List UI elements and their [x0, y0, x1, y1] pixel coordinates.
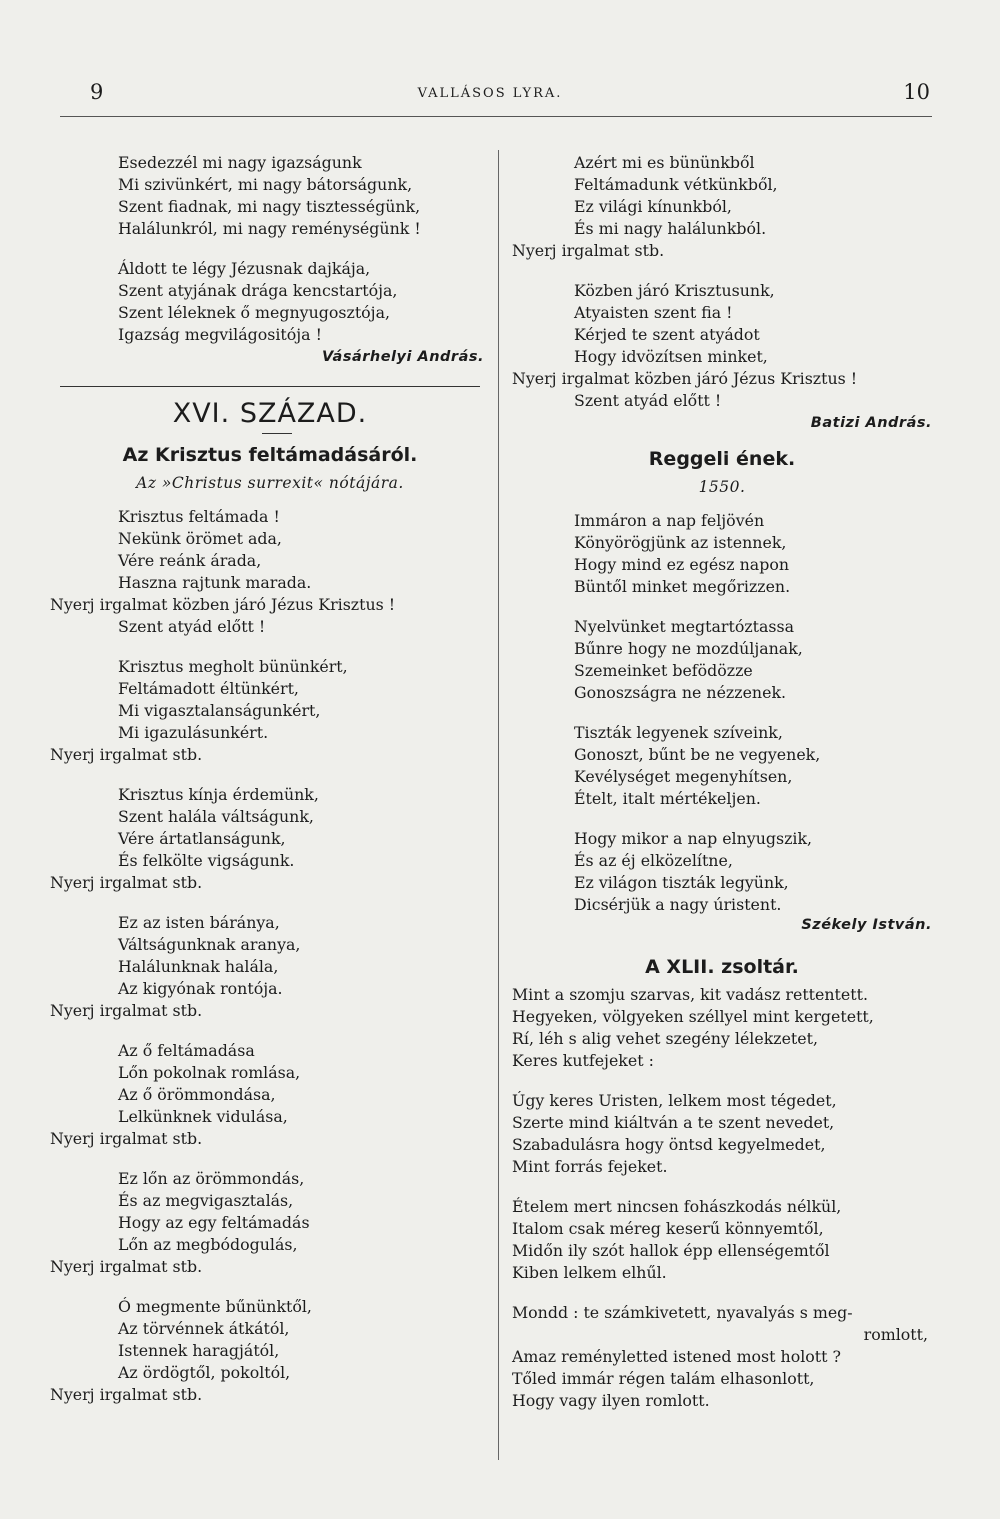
verse-line: Mint a szomju szarvas, kit vadász rettentett.	[512, 985, 868, 1004]
verse-line: Nekünk örömet ada,	[118, 529, 282, 548]
refrain-line: Nyerj irgalmat stb.	[512, 241, 665, 260]
verse-line: Az ő örömmondása,	[118, 1085, 276, 1104]
verse-line: Szent léleknek ő megnyugosztója,	[118, 303, 391, 322]
page-number-left: 9	[90, 80, 104, 104]
verse-line: Istennek haragjától,	[118, 1341, 280, 1360]
page-header	[50, 80, 930, 116]
verse-line: Gonoszságra ne nézzenek.	[574, 683, 787, 702]
author-signature: Batizi András.	[810, 415, 932, 431]
verse-line: Szent halála váltságunk,	[118, 807, 314, 826]
page-number-right: 10	[903, 80, 930, 104]
verse-line: Szemeinket befödözze	[574, 661, 753, 680]
author-signature: Vásárhelyi András.	[321, 349, 484, 365]
verse-line: Ez lőn az örömmondás,	[118, 1169, 305, 1188]
verse-line: És az megvigasztalás,	[118, 1191, 294, 1210]
stanza	[50, 506, 490, 638]
song-title: Reggeli ének.	[648, 448, 796, 470]
century-heading: XVI. SZÁZAD.	[172, 398, 368, 429]
stanza	[50, 912, 490, 1022]
verse-line: Szent atyád előtt !	[118, 617, 266, 636]
verse-line: Ez világon tiszták legyünk,	[574, 873, 789, 892]
verse-line: És az éj elközelítne,	[574, 851, 733, 870]
stanza	[50, 1296, 490, 1406]
verse-line: Az ördögtől, pokoltól,	[118, 1363, 291, 1382]
verse-line: Büntől minket megőrizzen.	[574, 577, 791, 596]
stanza	[50, 1040, 490, 1150]
song-title: A XLII. zsoltár.	[645, 956, 799, 978]
verse-line: Dicsérjük a nagy úristent.	[574, 895, 782, 914]
verse-line: Lőn az megbódogulás,	[118, 1235, 298, 1254]
stanza	[512, 1196, 932, 1284]
refrain-line: Nyerj irgalmat stb.	[50, 873, 203, 892]
refrain-line: Nyerj irgalmat stb.	[50, 1257, 203, 1276]
right-column	[512, 152, 932, 1430]
verse-line: Lelkünknek vidulása,	[118, 1107, 288, 1126]
verse-line: Krisztus kínja érdemünk,	[118, 785, 319, 804]
verse-line: Tőled immár régen talám elhasonlott,	[512, 1369, 815, 1388]
stanza	[512, 280, 932, 434]
stanza	[50, 656, 490, 766]
verse-line: Szerte mind kiáltván a te szent nevedet,	[512, 1113, 835, 1132]
stanza	[512, 984, 932, 1072]
verse-line: Mint forrás fejeket.	[512, 1157, 668, 1176]
stanza	[512, 722, 932, 810]
verse-line: Haszna rajtunk marada.	[118, 573, 312, 592]
refrain-line: Nyerj irgalmat stb.	[50, 1129, 203, 1148]
verse-line: Rí, léh s alig vehet szegény lélekzetet,	[512, 1029, 819, 1048]
refrain-line: Nyerj irgalmat stb.	[50, 745, 203, 764]
verse-line: Ez világi kínunkból,	[574, 197, 732, 216]
verse-line: Atyaisten szent fia !	[574, 303, 733, 322]
section-rule	[60, 386, 480, 387]
stanza	[512, 510, 932, 598]
verse-line: Halálunknak halála,	[118, 957, 279, 976]
verse-line: És mi nagy halálunkból.	[574, 219, 767, 238]
verse-line: Szent fiadnak, mi nagy tisztességünk,	[118, 197, 421, 216]
running-title: VALLÁSOS LYRA.	[417, 86, 563, 101]
verse-line: Vére reánk árada,	[118, 551, 262, 570]
verse-line: Mondd : te számkivetett, nyavalyás s meg-	[512, 1303, 853, 1322]
song-year: 1550.	[698, 478, 746, 496]
verse-line: Közben járó Krisztusunk,	[574, 281, 775, 300]
verse-line: Az kigyónak rontója.	[118, 979, 283, 998]
verse-line: Immáron a nap feljövén	[574, 511, 765, 530]
verse-line-continuation: romlott,	[863, 1325, 928, 1344]
verse-line: Kevélységet megenyhítsen,	[574, 767, 793, 786]
short-rule	[262, 433, 292, 434]
verse-line: Mi szivünkért, mi nagy bátorságunk,	[118, 175, 413, 194]
verse-line: Mi igazulásunkért.	[118, 723, 269, 742]
refrain-line: Nyerj irgalmat közben járó Jézus Krisztus !	[50, 595, 396, 614]
left-column	[50, 152, 490, 1424]
verse-line: Hogy mikor a nap elnyugszik,	[574, 829, 813, 848]
verse-line: Könyörögjünk az istennek,	[574, 533, 787, 552]
verse-line: Amaz reményletted istened most holott ?	[512, 1347, 841, 1366]
refrain-line: Nyerj irgalmat stb.	[50, 1001, 203, 1020]
verse-line: Ó megmente bűnünktől,	[118, 1297, 312, 1316]
verse-line: Úgy keres Uristen, lelkem most tégedet,	[512, 1091, 837, 1110]
verse-line: Igazság megvilágositója !	[118, 325, 322, 344]
verse-line: Italom csak méreg keserű könnyemtől,	[512, 1219, 824, 1238]
verse-line: Hegyeken, völgyeken széllyel mint kergetett,	[512, 1007, 874, 1026]
verse-line: Váltságunknak aranya,	[118, 935, 301, 954]
verse-line: Midőn ily szót hallok épp ellenségemtől	[512, 1241, 830, 1260]
refrain-line: Nyerj irgalmat stb.	[50, 1385, 203, 1404]
verse-line: Ételt, italt mértékeljen.	[574, 789, 761, 808]
stanza	[512, 616, 932, 704]
verse-line: Áldott te légy Jézusnak dajkája,	[118, 259, 371, 278]
verse-line: Hogy az egy feltámadás	[118, 1213, 310, 1232]
stanza	[50, 152, 490, 240]
verse-line: Tiszták legyenek szíveink,	[574, 723, 783, 742]
stanza	[50, 784, 490, 894]
verse-line: Hogy mind ez egész napon	[574, 555, 790, 574]
verse-line: Azért mi es bününkből	[574, 153, 755, 172]
verse-line: Mi vigasztalanságunkért,	[118, 701, 321, 720]
verse-line: Esedezzél mi nagy igazságunk	[118, 153, 362, 172]
verse-line: Szabadulásra hogy öntsd kegyelmedet,	[512, 1135, 826, 1154]
verse-line: Vére ártatlanságunk,	[118, 829, 286, 848]
verse-line: Ez az isten báránya,	[118, 913, 280, 932]
verse-line: Szent atyjának drága kencstartója,	[118, 281, 398, 300]
song-subtitle: Az »Christus surrexit« nótájára.	[136, 474, 404, 492]
verse-line: Keres kutfejeket :	[512, 1051, 654, 1070]
verse-line: Az ő feltámadása	[118, 1041, 255, 1060]
verse-line: Kérjed te szent atyádot	[574, 325, 760, 344]
verse-line: Lőn pokolnak romlása,	[118, 1063, 301, 1082]
author-signature: Székely István.	[801, 917, 932, 933]
refrain-line: Nyerj irgalmat közben járó Jézus Krisztus !	[512, 369, 858, 388]
verse-line: Hogy idvözítsen minket,	[574, 347, 768, 366]
verse-line: Nyelvünket megtartóztassa	[574, 617, 795, 636]
verse-line: Feltámadunk vétkünkből,	[574, 175, 778, 194]
song-title: Az Krisztus feltámadásáról.	[122, 444, 418, 466]
verse-line: Gonoszt, bűnt be ne vegyenek,	[574, 745, 821, 764]
stanza	[512, 152, 932, 262]
stanza	[50, 258, 490, 368]
verse-line: Bűnre hogy ne mozdúljanak,	[574, 639, 803, 658]
verse-line: Az törvénnek átkától,	[118, 1319, 290, 1338]
verse-line: Ételem mert nincsen fohászkodás nélkül,	[512, 1197, 842, 1216]
verse-line: Hogy vagy ilyen romlott.	[512, 1391, 710, 1410]
stanza	[512, 1090, 932, 1178]
verse-line: Krisztus megholt bününkért,	[118, 657, 348, 676]
column-divider	[498, 150, 499, 1460]
stanza	[512, 1302, 932, 1412]
verse-line: Halálunkról, mi nagy reménységünk !	[118, 219, 421, 238]
verse-line: Szent atyád előtt !	[574, 391, 722, 410]
verse-line: És felkölte vigságunk.	[118, 851, 295, 870]
header-rule	[60, 116, 932, 117]
verse-line: Feltámadott éltünkért,	[118, 679, 299, 698]
verse-line: Krisztus feltámada !	[118, 507, 280, 526]
stanza	[50, 1168, 490, 1278]
stanza	[512, 828, 932, 916]
verse-line: Kiben lelkem elhűl.	[512, 1263, 667, 1282]
